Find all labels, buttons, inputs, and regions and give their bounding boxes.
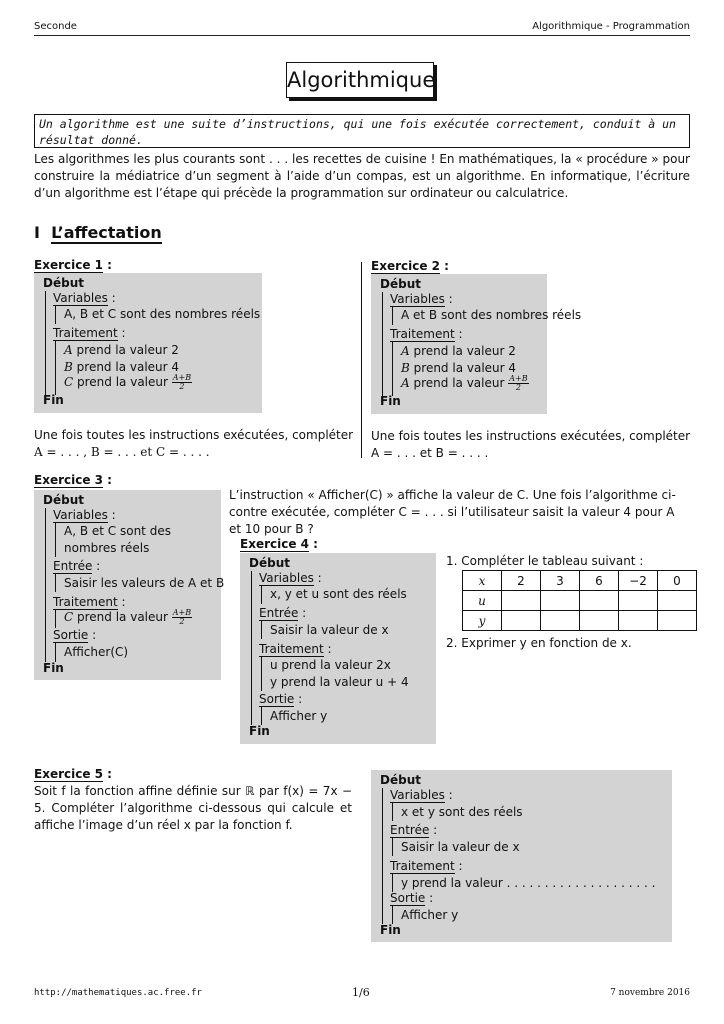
ex3-fraction: $\frac{A+B}{2}$ [172, 608, 192, 626]
ex3-variables-label: Variables : [53, 508, 116, 522]
ex4-algorithm [240, 553, 436, 744]
ex5-debut: Début [380, 773, 421, 787]
header-right: Algorithmique - Programmation [532, 21, 690, 32]
ex4-variables: x, y et u sont des réels [270, 587, 407, 601]
table-cell: u [463, 591, 502, 611]
ex2-answer: A = . . . et B = . . . . [371, 446, 489, 460]
ex4-table [462, 570, 697, 631]
ex5-entree-label: Entrée : [390, 823, 438, 837]
ex1-fin: Fin [43, 393, 64, 407]
table-cell: −2 [619, 571, 658, 591]
section-heading [34, 223, 162, 242]
ex5-step-1: y prend la valeur . . . . . . . . . . . . . . . . . . . . [401, 876, 656, 890]
ex4-step-2: y prend la valeur u + 4 [270, 675, 409, 689]
ex4-debut: Début [249, 556, 290, 570]
ex3-sortie-label: Sortie : [53, 628, 97, 642]
ex3-variables-2: nombres réels [64, 541, 150, 555]
ex1-variables: A, B et C sont des nombres réels [64, 307, 261, 321]
page-title: Algorithmique [286, 62, 434, 98]
ex2-fin: Fin [380, 394, 401, 408]
ex4-sortie-label: Sortie : [259, 692, 303, 706]
ex4-traitement-label: Traitement : [259, 642, 332, 656]
ex4-question-1: 1. Compléter le tableau suivant : [446, 554, 644, 568]
ex5-fin: Fin [380, 923, 401, 937]
ex5-input: Saisir la valeur de x [401, 840, 520, 854]
ex4-step-1: u prend la valeur 2x [270, 658, 391, 672]
table-cell: 0 [658, 571, 697, 591]
definition-box: Un algorithme est une suite d’instructions, qui une fois exécutée correctement, conduit à un résultat donné. [34, 114, 690, 148]
section-number: I [34, 223, 40, 242]
table-row [463, 591, 697, 611]
table-cell: y [463, 611, 502, 631]
ex1-step-3: C prend la valeur $\frac{A+B}{2}$ [64, 373, 192, 391]
ex1-step-2: B prend la valeur 4 [64, 360, 180, 374]
ex5-algorithm [371, 770, 672, 942]
ex2-step-1: A prend la valeur 2 [401, 344, 516, 358]
ex4-label: Exercice 4 : [240, 537, 318, 551]
ex1-traitement-label: Traitement : [53, 326, 126, 340]
ex5-label: Exercice 5 : [34, 767, 112, 781]
ex1-answer: A = . . . , B = . . . et C = . . . . [34, 445, 210, 459]
ex3-fin: Fin [43, 661, 64, 675]
table-cell: x [463, 571, 502, 591]
footer-url: http://mathematiques.ac.free.fr [34, 988, 202, 998]
table-cell: 6 [580, 571, 619, 591]
footer-date: 7 novembre 2016 [610, 988, 690, 998]
intro-paragraph: Les algorithmes les plus courants sont . . . les recettes de cuisine ! En mathématiques, la « procédure » pour construire la médiatrice d’un segment à l’aide d’un compas, est un algorithme. En informatique, l’écriture d’un algorithme est l’étape qui précède la programmation sur ordinateur ou calculatrice. [34, 152, 690, 200]
table-row [463, 571, 697, 591]
ex1-algorithm [34, 273, 262, 413]
ex4-entree-label: Entrée : [259, 606, 307, 620]
ex1-variables-label: Variables : [53, 291, 116, 305]
ex4-question-2: 2. Exprimer y en fonction de x. [446, 636, 632, 650]
ex3-algorithm [34, 490, 225, 680]
ex2-step-2: B prend la valeur 4 [401, 361, 517, 375]
ex1-question: Une fois toutes les instructions exécutées, compléter [34, 428, 354, 442]
ex2-step-3: A prend la valeur $\frac{A+B}{2}$ [401, 374, 528, 392]
ex2-traitement-label: Traitement : [390, 327, 463, 341]
ex2-variables: A et B sont des nombres réels [401, 308, 582, 322]
ex1-fraction: $\frac{A+B}{2}$ [172, 373, 192, 391]
table-cell: 2 [502, 571, 541, 591]
ex5-variables: x et y sont des réels [401, 805, 523, 819]
table-cell: 3 [541, 571, 580, 591]
section-title: L’affectation [51, 223, 162, 242]
ex3-text: L’instruction « Afficher(C) » affiche la valeur de C. Une fois l’algorithme ci-contre exécutée, compléter C = . . . si l’utilisateur saisit la valeur 4 pour A et 10 pour B ? [229, 488, 676, 536]
ex4-input: Saisir la valeur de x [270, 623, 389, 637]
ex5-text: Soit f la fonction affine définie sur ℝ par f(x) = 7x − 5. Compléter l’algorithme ci-dessous qui calcule et affiche l’image d’un réel x par la fonction f. [34, 784, 352, 832]
ex4-variables-label: Variables : [259, 571, 322, 585]
ex3-variables-1: A, B et C sont des [64, 524, 171, 538]
ex4-output: Afficher y [270, 709, 328, 723]
ex1-step-1: A prend la valeur 2 [64, 343, 179, 357]
column-divider [361, 262, 362, 458]
ex3-input: Saisir les valeurs de A et B [64, 576, 225, 590]
ex2-variables-label: Variables : [390, 292, 453, 306]
ex1-debut: Début [43, 276, 84, 290]
footer-page: 1/6 [352, 986, 370, 999]
ex2-debut: Début [380, 277, 421, 291]
ex3-entree-label: Entrée : [53, 559, 101, 573]
table-row [463, 611, 697, 631]
ex2-fraction: $\frac{A+B}{2}$ [509, 374, 528, 392]
ex2-question: Une fois toutes les instructions exécutées, compléter [371, 429, 691, 443]
ex3-label: Exercice 3 : [34, 473, 112, 487]
header-left: Seconde [34, 21, 77, 32]
ex5-traitement-label: Traitement : [390, 859, 463, 873]
ex5-variables-label: Variables : [390, 788, 453, 802]
ex2-algorithm [371, 274, 582, 414]
ex5-output: Afficher y [401, 908, 459, 922]
ex1-label: Exercice 1 : [34, 258, 112, 272]
header-rule [34, 35, 690, 36]
ex4-fin: Fin [249, 724, 270, 738]
ex3-step-1: C prend la valeur $\frac{A+B}{2}$ [64, 608, 192, 626]
ex3-traitement-label: Traitement : [53, 595, 126, 609]
ex2-label: Exercice 2 : [371, 259, 449, 273]
ex3-output: Afficher(C) [64, 645, 129, 659]
ex3-debut: Début [43, 493, 84, 507]
ex5-sortie-label: Sortie : [390, 891, 434, 905]
